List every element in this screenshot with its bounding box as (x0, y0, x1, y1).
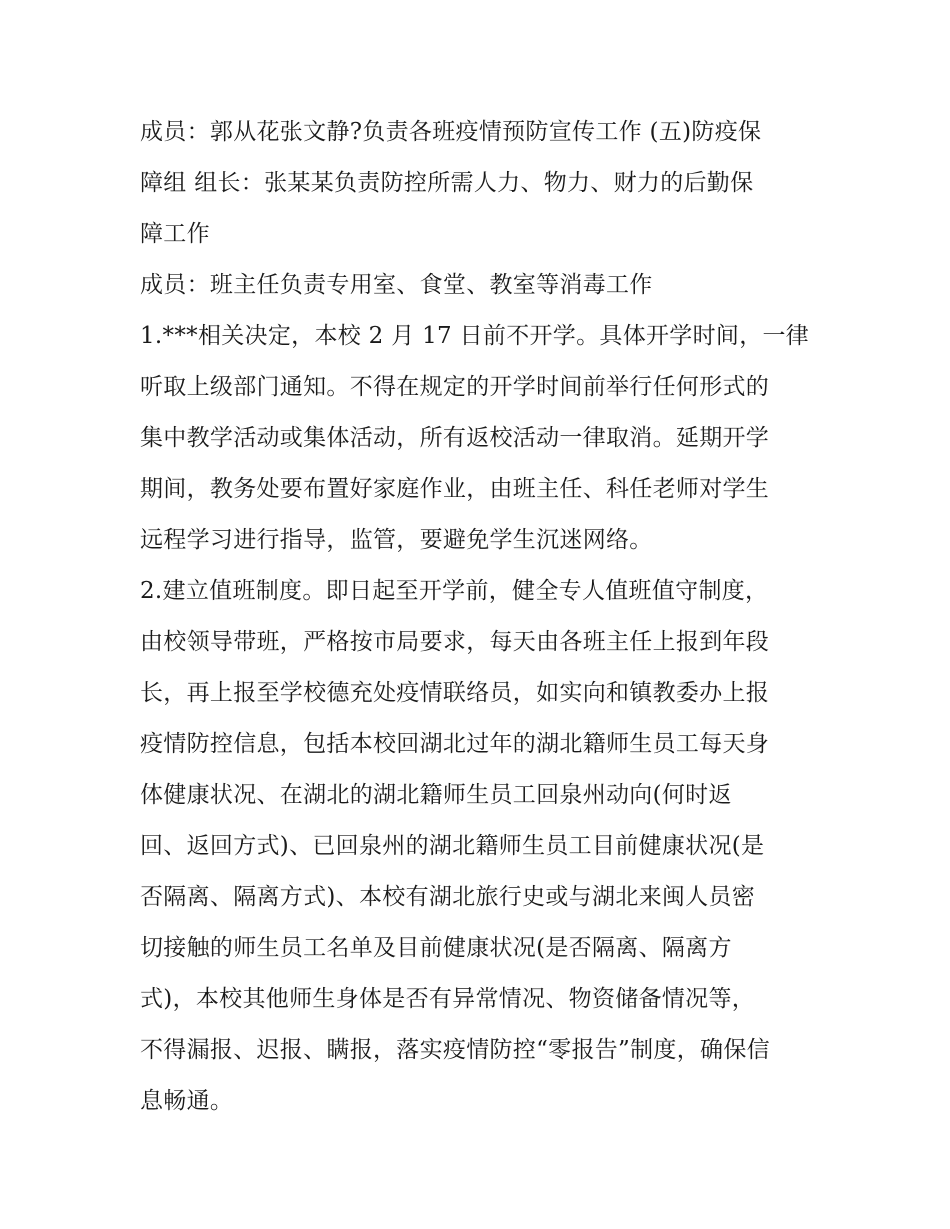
document-body (140, 107, 820, 1127)
text-line: 远程学习进行指导，监管，要避免学生沉迷网络。 (140, 527, 653, 553)
text-line: 体健康状况、在湖北的湖北籍师生员工回泉州动向(何时返 (140, 782, 732, 808)
text-line: 听取上级部门通知。不得在规定的开学时间前举行任何形式的 (140, 374, 770, 400)
text-line: 1.***相关决定，本校 2 月 17 日前不开学。具体开学时间，一律 (140, 323, 810, 349)
text-line: 成员：班主任负责专用室、食堂、教室等消毒工作 (140, 272, 653, 298)
text-line: 成员：郭从花张文静?负责各班疫情预防宣传工作 (五)防疫保 (140, 119, 762, 145)
paragraph-item-2 (140, 566, 820, 1127)
paragraph-item-1 (140, 311, 820, 566)
text-line: 切接触的师生员工名单及目前健康状况(是否隔离、隔离方 (140, 935, 732, 961)
text-line: 长，再上报至学校德充处疫情联络员，如实向和镇教委办上报 (140, 680, 770, 706)
paragraph-members-disinfection (140, 260, 820, 311)
text-line: 息畅通。 (140, 1088, 234, 1114)
text-line: 期间，教务处要布置好家庭作业，由班主任、科任老师对学生 (140, 476, 770, 502)
text-line: 疫情防控信息，包括本校回湖北过年的湖北籍师生员工每天身 (140, 731, 770, 757)
paragraph-members-support-group (140, 107, 820, 260)
text-line: 式)，本校其他师生身体是否有异常情况、物资储备情况等， (140, 986, 756, 1012)
text-line: 2.建立值班制度。即日起至开学前，健全专人值班值守制度， (140, 578, 769, 604)
text-line: 障组 组长：张某某负责防控所需人力、物力、财力的后勤保 (140, 170, 754, 196)
text-line: 由校领导带班，严格按市局要求，每天由各班主任上报到年段 (140, 629, 770, 655)
text-line: 集中教学活动或集体活动，所有返校活动一律取消。延期开学 (140, 425, 770, 451)
text-line: 障工作 (140, 221, 210, 247)
text-line: 不得漏报、迟报、瞒报，落实疫情防控“零报告”制度，确保信 (140, 1037, 770, 1063)
text-line: 否隔离、隔离方式)、本校有湖北旅行史或与湖北来闽人员密 (140, 884, 756, 910)
text-line: 回、返回方式)、已回泉州的湖北籍师生员工目前健康状况(是 (140, 833, 765, 859)
